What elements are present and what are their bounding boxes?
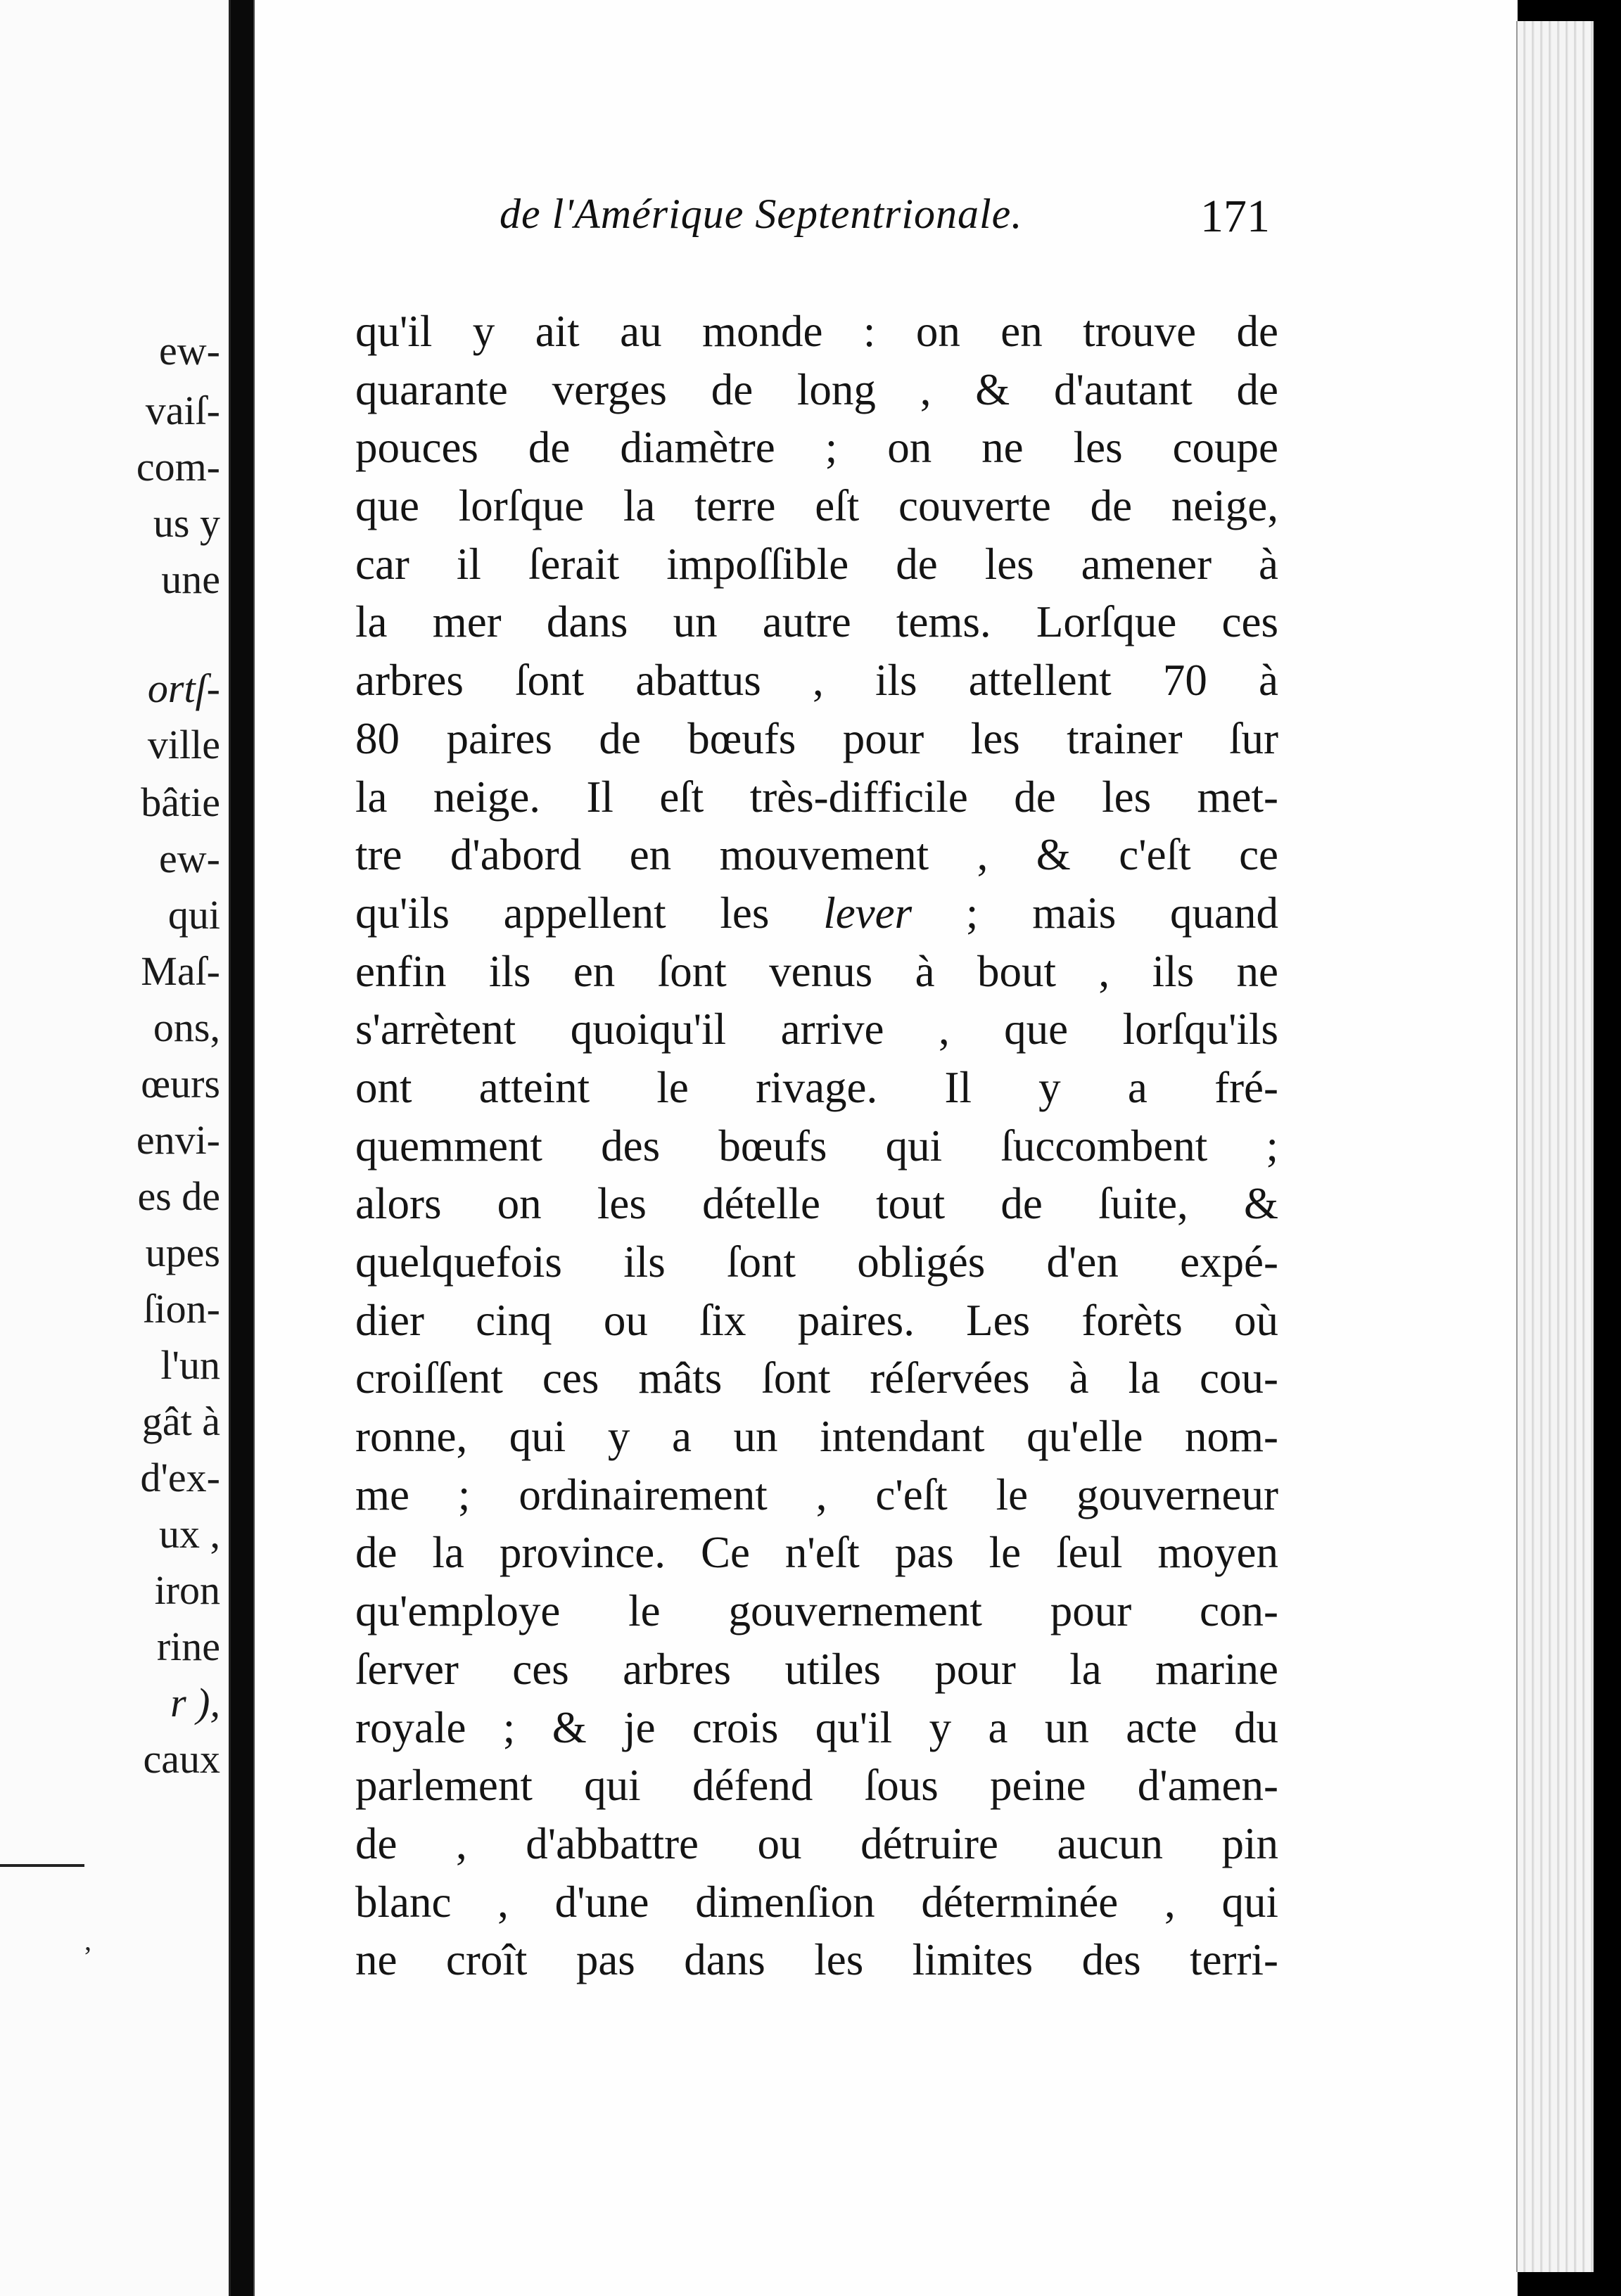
- text-line: enfin ils en ſont venus à bout , ils ne: [355, 946, 1278, 996]
- text-line: la neige. Il eſt très-difficile de les met-: [355, 772, 1278, 822]
- text-line: de , d'abbattre ou détruire aucun pin: [355, 1818, 1278, 1868]
- page-number: 171: [1200, 191, 1270, 242]
- left-page-line: vaiſ-: [145, 388, 220, 433]
- text-line: me ; ordinairement , c'eſt le gouverneur: [355, 1469, 1278, 1519]
- book-gutter: [231, 0, 253, 2296]
- left-page-line: ſion-: [143, 1286, 220, 1332]
- text-line: ne croît pas dans les limites des terri-: [355, 1935, 1278, 1985]
- left-page-line: gât à: [141, 1398, 220, 1444]
- text-line: tre d'abord en mouvement , & c'eſt ce: [355, 830, 1278, 880]
- running-head: de l'Amérique Septentrionale.: [500, 191, 1023, 237]
- left-page-line: œurs: [141, 1061, 220, 1106]
- text-line: la mer dans un autre tems. Lorſque ces: [355, 597, 1278, 647]
- text-line: parlement qui défend ſous peine d'amen-: [355, 1761, 1278, 1811]
- text-line: que lorſque la terre eſt couverte de neige,: [355, 481, 1278, 531]
- left-page-line: Maſ-: [141, 948, 220, 994]
- left-page-line: es de: [137, 1173, 220, 1219]
- left-page-line: rine: [156, 1624, 220, 1669]
- text-line: de la province. Ce n'eſt pas le ſeul moyen: [355, 1528, 1278, 1578]
- text-line: royale ; & je crois qu'il y a un acte du: [355, 1702, 1278, 1752]
- left-page-line: ville: [147, 722, 220, 767]
- text-line: alors on les dételle tout de ſuite, &: [355, 1179, 1278, 1229]
- left-page-line: l'un: [160, 1342, 220, 1388]
- text-line: quemment des bœufs qui ſuccombent ;: [355, 1121, 1278, 1171]
- left-page-line: ortſ-: [147, 665, 220, 711]
- text-line: ont atteint le rivage. Il y a fré-: [355, 1062, 1278, 1112]
- text-line: quelquefois ils ſont obligés d'en expé-: [355, 1237, 1278, 1287]
- text-line: s'arrètent quoiqu'il arrive , que lorſqu'ils: [355, 1005, 1278, 1054]
- left-page-line: ux ,: [159, 1511, 220, 1557]
- left-page-line: r ),: [170, 1680, 220, 1726]
- left-facing-page: [0, 0, 231, 2296]
- text-line: car il ſerait impoſſible de les amener à: [355, 539, 1278, 589]
- left-page-line: com-: [136, 444, 220, 490]
- text-line: dier cinq ou ſix paires. Les forèts où: [355, 1295, 1278, 1345]
- left-page-line: ew-: [159, 328, 220, 374]
- text-line: quarante verges de long , & d'autant de: [355, 364, 1278, 414]
- text-line: qu'ils appellent les lever ; mais quand: [355, 888, 1278, 938]
- text-line: ſerver ces arbres utiles pour la marine: [355, 1644, 1278, 1694]
- left-page-line: iron: [154, 1567, 220, 1613]
- text-line: pouces de diamètre ; on ne les coupe: [355, 423, 1278, 473]
- body-text: [355, 302, 1278, 1989]
- italic-word: lever: [823, 888, 913, 938]
- left-page-rule: [0, 1864, 84, 1867]
- left-page-mark: ,: [84, 1925, 91, 1956]
- left-page-line: qui: [167, 892, 220, 938]
- page-edges-shadow: [1594, 0, 1621, 2296]
- left-page-line: upes: [145, 1230, 220, 1275]
- left-page-line: bâtie: [141, 779, 220, 825]
- text-line: blanc , d'une dimenſion déterminée , qui: [355, 1877, 1278, 1927]
- left-page-line: us y: [153, 500, 220, 546]
- left-page-line: envi-: [136, 1117, 220, 1163]
- text-line: croiſſent ces mâts ſont réſervées à la cou-: [355, 1353, 1278, 1403]
- left-page-line: ew-: [159, 836, 220, 881]
- left-page-line: ons,: [153, 1005, 220, 1050]
- text-line: qu'il y ait au monde : on en trouve de: [355, 307, 1278, 356]
- left-page-line: d'ex-: [140, 1455, 220, 1500]
- left-page-line: une: [161, 556, 220, 602]
- text-line: qu'employe le gouvernement pour con-: [355, 1586, 1278, 1636]
- text-line: arbres ſont abattus , ils attellent 70 à: [355, 656, 1278, 706]
- text-line: ronne, qui y a un intendant qu'elle nom-: [355, 1412, 1278, 1462]
- left-page-line: caux: [143, 1736, 220, 1782]
- text-line: 80 paires de bœufs pour les trainer ſur: [355, 713, 1278, 763]
- page-edges: [1516, 21, 1595, 2272]
